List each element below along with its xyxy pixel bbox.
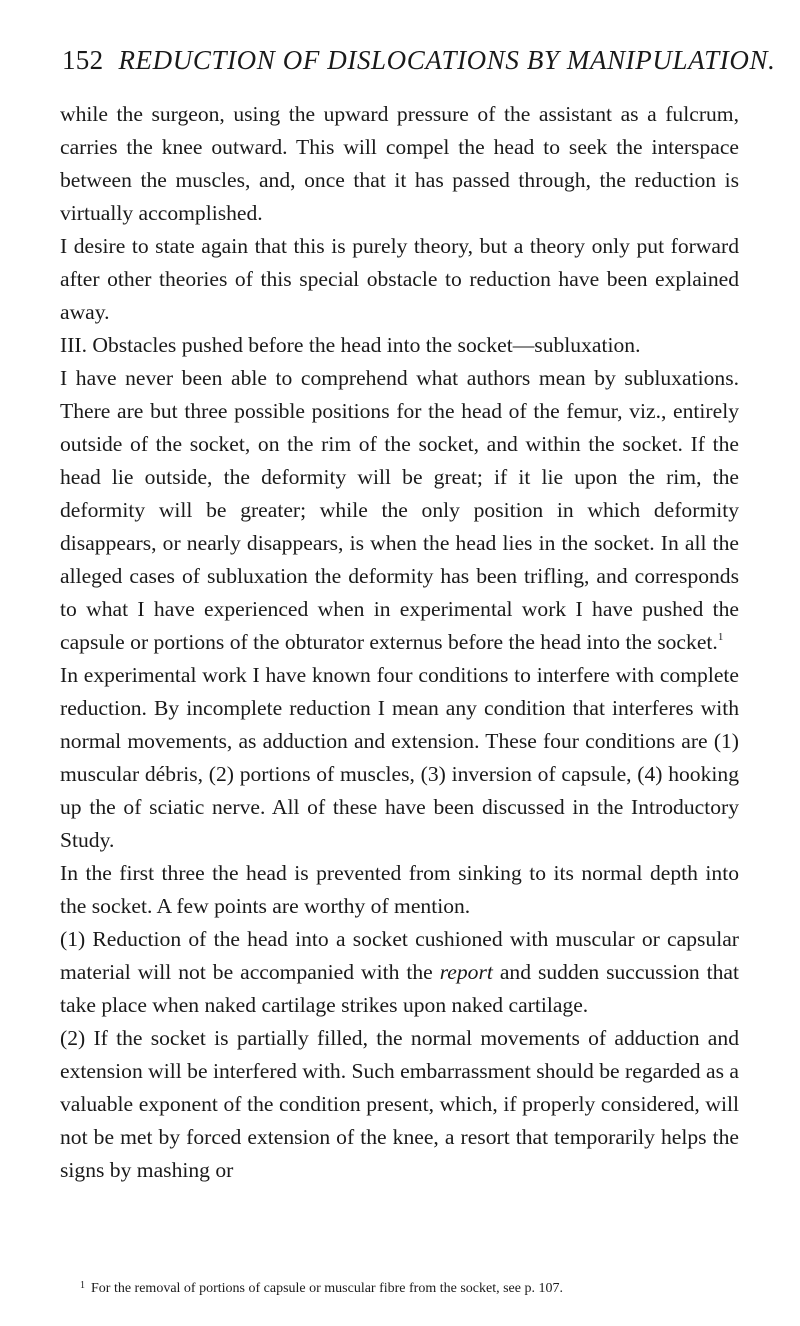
paragraph-point-1 bbox=[60, 923, 739, 1022]
section-heading-iii: III. Obstacles pushed before the head into the socket—subluxation. bbox=[60, 333, 641, 357]
running-head bbox=[62, 44, 776, 76]
body-text bbox=[60, 98, 739, 1187]
paragraph-theory: I desire to state again that this is purely theory, but a theory only put forward after other theories of this special obstacle to reduction have been explained away. bbox=[60, 234, 739, 324]
emphasis-report: report bbox=[439, 960, 493, 984]
running-head-title: REDUCTION OF DISLOCATIONS BY MANIPULATION. bbox=[118, 45, 776, 75]
paragraph-first-three: In the first three the head is prevented from sinking to its normal depth into the socket. A few points are worthy of mention. bbox=[60, 861, 739, 918]
paragraph-subluxations-text: I have never been able to comprehend what authors mean by subluxations. There are but three possible positions for the head of the femur, viz., entirely outside of the socket, on the rim of the socket, and within the socket. If the head lie outside, the deformity will be great; if it lie upon the rim, the deformity will be greater; while the only position in which deformity disappears, or nearly disappears, is when the head lies in the socket. In all the alleged cases of subluxation the deformity has been trifling, and corresponds to what I have experienced when in experimental work I have pushed the capsule or portions of the obturator externus before the head into the socket. bbox=[60, 366, 739, 654]
paragraph-four-conditions: In experimental work I have known four conditions to interfere with complete reduction. By incomplete reduction I mean any condition that interferes with normal movements, as adduction and extension. These four conditions are (1) muscular débris, (2) portions of muscles, (3) inversion of capsule, (4) hooking up the of sciatic nerve. All of these have been discussed in the Introductory Study. bbox=[60, 663, 739, 852]
footnote-reference: 1 bbox=[717, 631, 724, 643]
paragraph-continuation: while the surgeon, using the upward pressure of the assistant as a fulcrum, carries the knee outward. This will compel the head to seek the interspace between the muscles, and, once that it has passed through, the reduction is virtually accomplished. bbox=[60, 102, 739, 225]
footnote-text: For the removal of portions of capsule or muscular fibre from the socket, see p. 107. bbox=[91, 1281, 563, 1296]
paragraph-point-1-text-b: and sudden succussion that take place when naked cartilage strikes upon naked cartilage. bbox=[60, 960, 740, 1017]
paragraph-subluxations bbox=[60, 362, 739, 659]
paragraph-point-1-text-a: (1) Reduction of the head into a socket cushioned with muscular or capsular material will not be accompanied with the bbox=[60, 927, 739, 984]
paragraph-point-2: (2) If the socket is partially filled, the normal movements of adduction and extension will be interfered with. Such embarrassment should be regarded as a valuable exponent of the condition present, which, if properly considered, will not be met by forced extension of the knee, a resort that temporarily helps the signs by mashing or bbox=[60, 1026, 739, 1182]
footnote bbox=[80, 1277, 740, 1298]
footnote-mark: 1 bbox=[80, 1280, 85, 1291]
page-number: 152 bbox=[62, 45, 104, 75]
